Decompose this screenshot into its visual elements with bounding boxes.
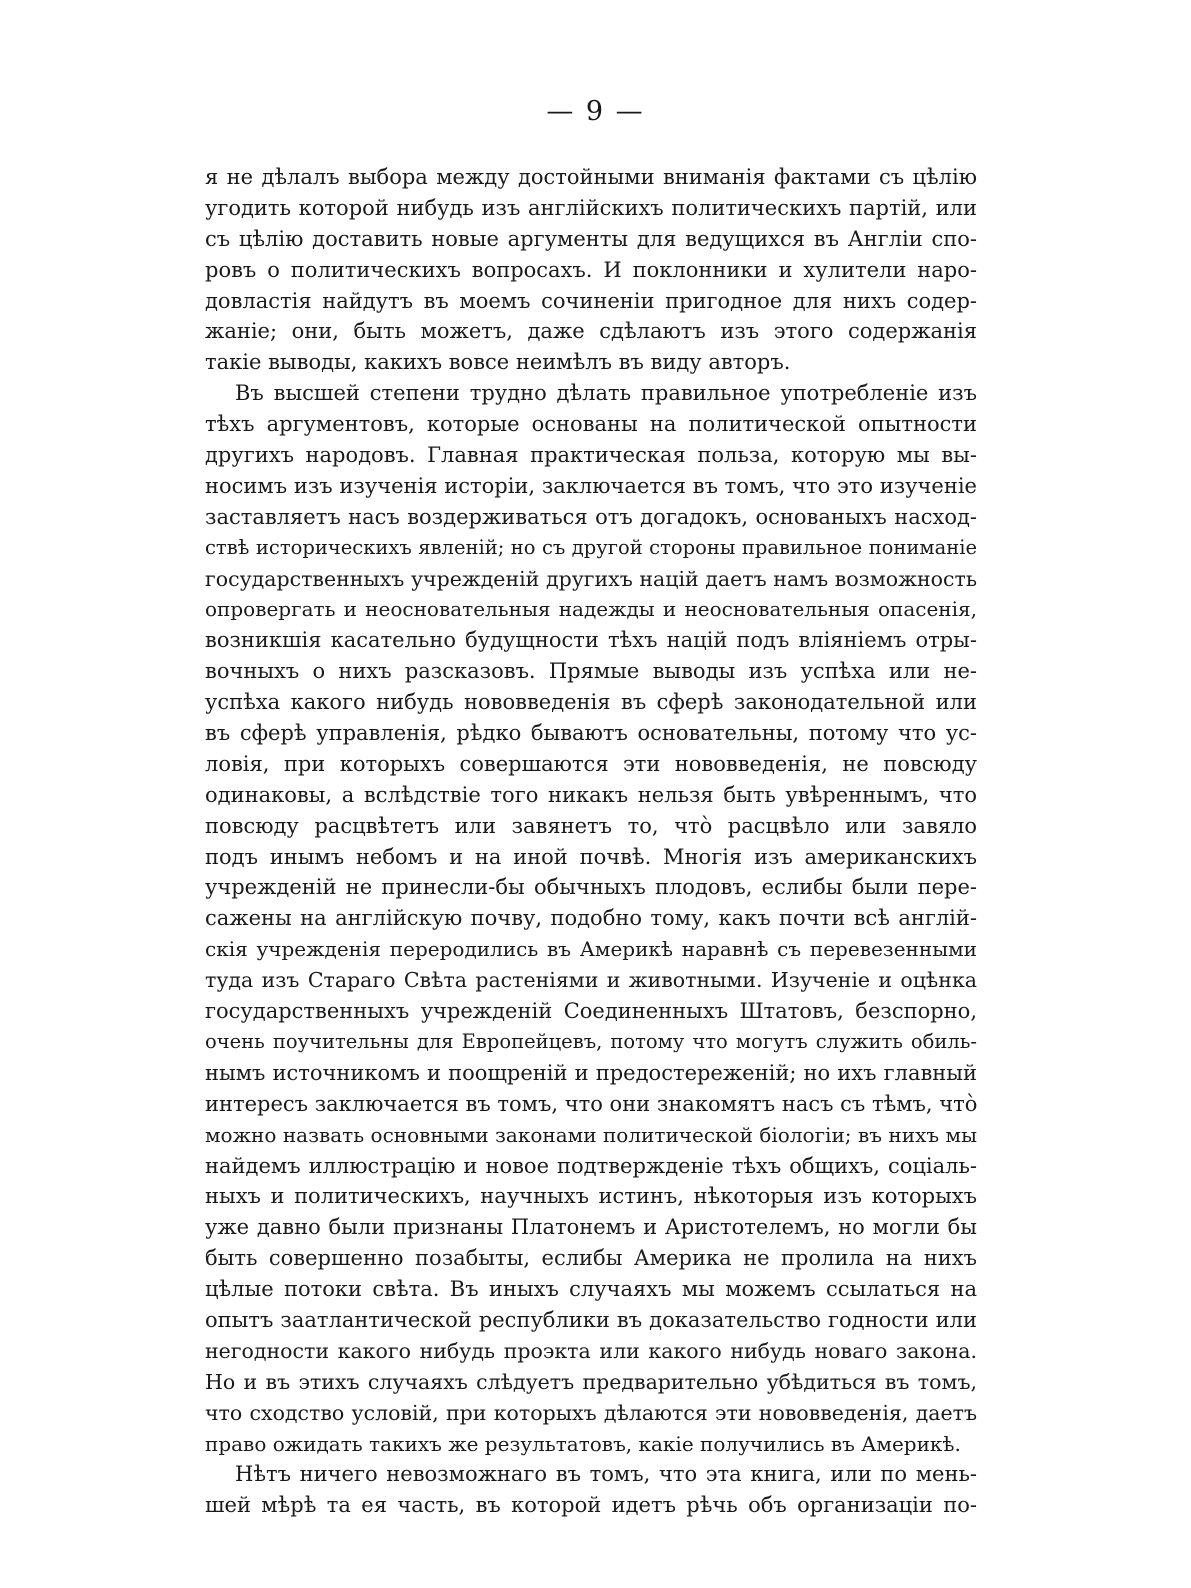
text-line: туда изъ Стараго Свѣта растеніями и животными. Изученіе и оцѣнка [205,968,977,993]
text-line: заставляетъ насъ воздерживаться отъ догадокъ, основаныхъ насход- [205,504,977,529]
text-line: угодить которой нибудь изъ англійскихъ политическихъ партій, или [205,195,977,220]
text-line: одинаковы, а вслѣдствіе того никакъ нельзя быть увѣреннымъ, что [205,782,977,807]
text-line: опровергать и неосновательныя надежды и неосновательныя опасенія, [205,597,977,622]
text-line: ровъ о политическихъ вопросахъ. И поклонники и хулители наро- [205,257,977,282]
text-line: право ожидать такихъ же результатовъ, какіе получились въ Америкѣ. [205,1431,961,1456]
paragraph-first-line: Нѣтъ ничего невозможнаго въ томъ, что эта книга, или по мень- [235,1462,977,1487]
text-line: скія учрежденія переродились въ Америкѣ наравнѣ съ перевезенными [205,937,977,962]
text-line: шей мѣрѣ та ея часть, въ которой идетъ рѣчь объ организаціи по- [205,1493,977,1518]
paragraph-first-line: Въ высшей степени трудно дѣлать правильное употребленіе изъ [235,381,977,406]
text-line: я не дѣлалъ выбора между достойными вниманія фактами съ цѣлію [205,165,977,189]
text-line: повсюду расцвѣтетъ или завянетъ то, что̀ расцвѣло или завяло [205,813,977,838]
text-line: негодности какого нибудь проэкта или какого нибудь новаго закона. [205,1338,977,1363]
text-line: довластія найдутъ въ моемъ сочиненіи пригодное для нихъ содер- [205,288,977,313]
page-number: — 9 — [546,96,645,127]
text-line: тѣхъ аргументовъ, которые основаны на политической опытности [205,412,977,437]
text-line: ствѣ историческихъ явленій; но съ другой стороны правильное пониманіе [205,535,977,559]
text-line: что сходство условій, при которыхъ дѣлаются эти нововведенія, даетъ [205,1400,977,1425]
text-line: носимъ изъ изученія исторіи, заключается въ томъ, что это изученіе [205,473,977,498]
text-line: вочныхъ о нихъ разсказовъ. Прямые выводы изъ успѣха или не- [205,659,977,684]
text-line: подъ инымъ небомъ и на иной почвѣ. Многія изъ американскихъ [205,844,977,869]
text-line: учрежденій не принесли-бы обычныхъ плодовъ, еслибы были пере- [205,875,977,900]
text-line: съ цѣлію доставить новые аргументы для ведущихся въ Англіи спо- [205,226,977,251]
text-line: государственныхъ учрежденій Соединенныхъ Штатовъ, безспорно, [205,999,977,1024]
text-line: успѣха какого нибудь нововведенія въ сферѣ законодательной или [205,690,977,715]
text-line: очень поучительны для Европейцевъ, потому что могутъ служить обиль- [205,1029,977,1053]
text-line: опытъ заатлантической республики въ доказательство годности или [205,1307,977,1332]
text-line: государственныхъ учрежденій другихъ націй даетъ намъ возможность [205,566,977,591]
text-line: въ сферѣ управленія, рѣдко бываютъ основательны, потому что ус- [205,721,977,746]
text-line: сажены на англійскую почву, подобно тому, какъ почти всѣ англій- [205,906,977,931]
text-line: быть совершенно позабыты, еслибы Америка не пролила на нихъ [205,1246,977,1271]
text-line: Но и въ этихъ случаяхъ слѣдуетъ предварительно убѣдиться въ томъ, [205,1369,977,1394]
text-line: интересъ заключается въ томъ, что они знакомятъ насъ съ тѣмъ, что̀ [205,1091,977,1116]
text-line: ловія, при которыхъ совершаются эти нововведенія, не повсюду [205,751,977,776]
text-line: можно назвать основными законами политической біологіи; въ нихъ мы [205,1122,977,1147]
text-line: цѣлые потоки свѣта. Въ иныхъ случаяхъ мы можемъ ссылаться на [205,1277,977,1302]
body-text [205,162,977,1521]
text-line: возникшія касательно будущности тѣхъ націй подъ вліяніемъ отры- [205,628,977,653]
text-line: такіе выводы, какихъ вовсе неимѣлъ въ виду авторъ. [205,350,791,375]
text-line: уже давно были признаны Платонемъ и Аристотелемъ, но могли бы [205,1215,977,1240]
text-line: ныхъ и политическихъ, научныхъ истинъ, нѣкоторыя изъ которыхъ [205,1184,977,1209]
text-line: другихъ народовъ. Главная практическая польза, которую мы вы- [205,443,977,468]
text-line: жаніе; они, быть можетъ, даже сдѣлаютъ изъ этого содержанія [205,319,977,344]
text-line: найдемъ иллюстрацію и новое подтвержденіе тѣхъ общихъ, соціаль- [205,1153,977,1178]
text-line: нымъ источникомъ и поощреній и предостереженій; но ихъ главный [205,1060,977,1085]
